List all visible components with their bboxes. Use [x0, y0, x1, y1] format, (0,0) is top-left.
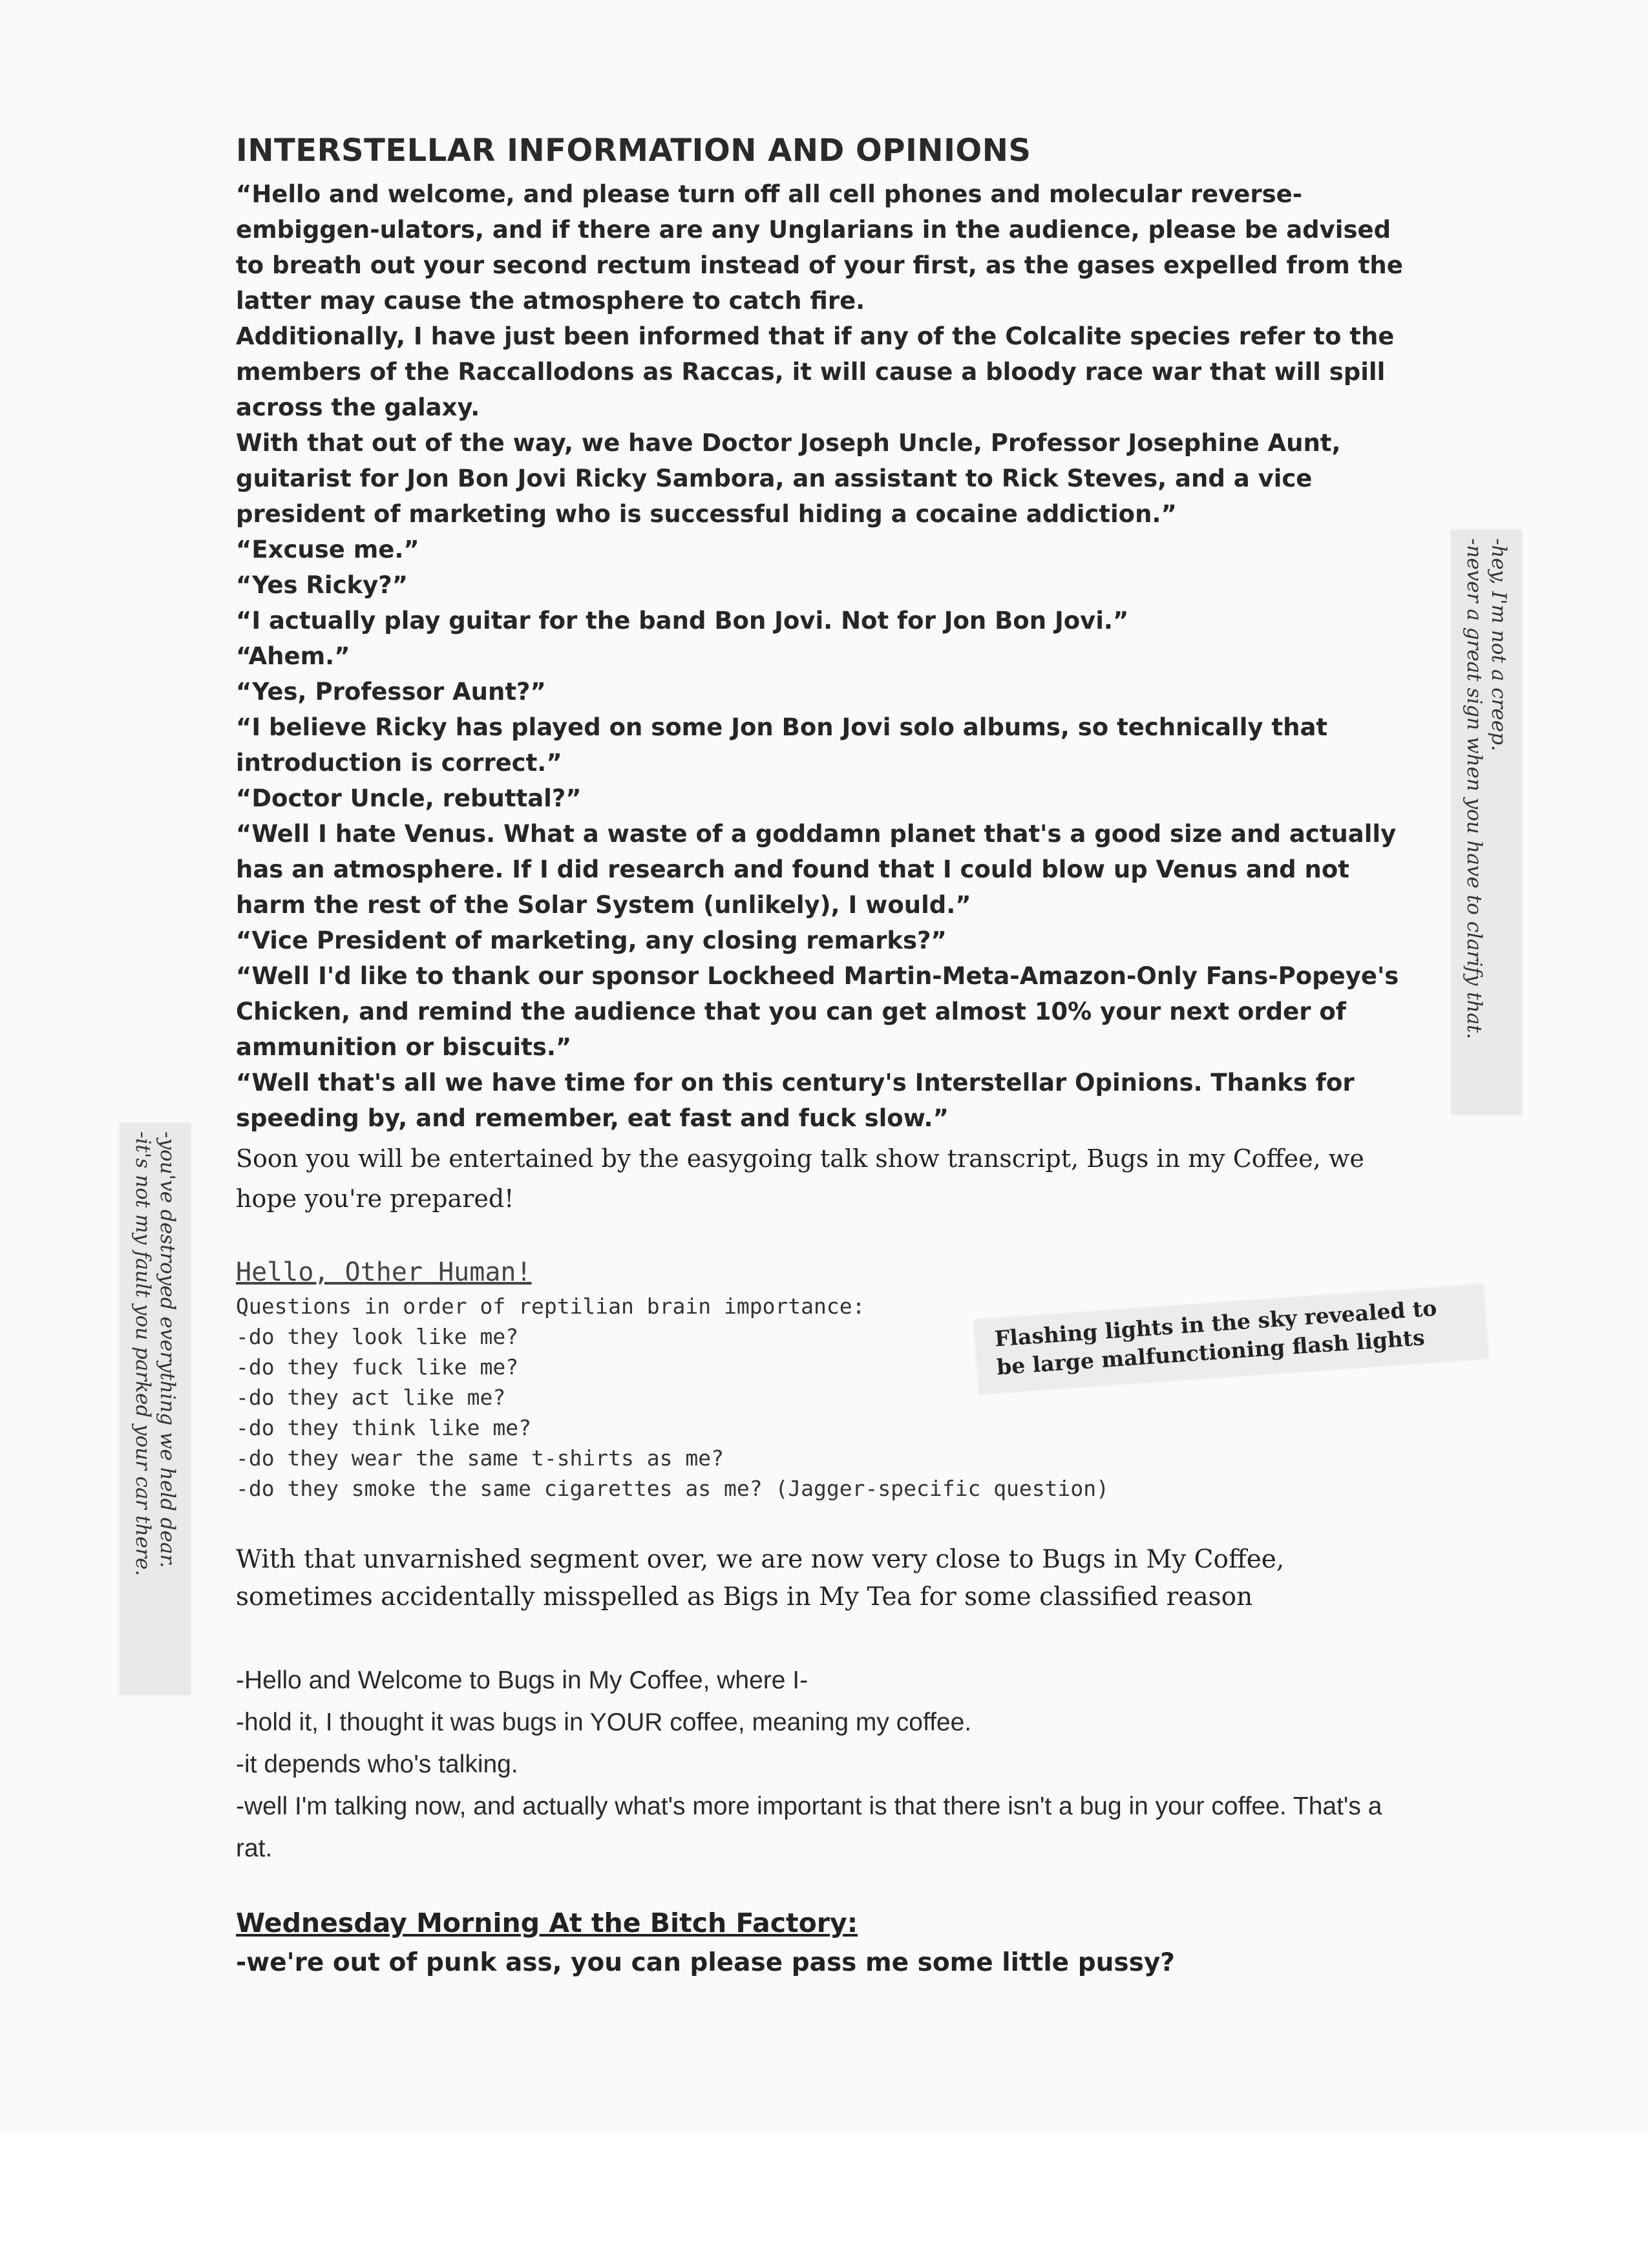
- segment-over-section: [236, 1541, 1406, 1616]
- tape-line: -it's not my fault you parked your car there.: [131, 1131, 154, 1576]
- paragraph: “Well I'd like to thank our sponsor Lockheed Martin-Meta-Amazon-Only Fans-Popeye's Chicken, and remind the audience that you can get almost 10% your next order of ammunition or biscuits.”: [236, 962, 1399, 1061]
- dialogue-line: -well I'm talking now, and actually what's more important is that there isn't a bug in your coffee. That's a rat.: [236, 1792, 1382, 1862]
- paragraph: “Well I hate Venus. What a waste of a goddamn planet that's a good size and actually has an atmosphere. If I did research and found that I could blow up Venus and not harm the rest of the Solar System (unlikely), I would.”: [236, 820, 1397, 919]
- list-item: -do they fuck like me?: [236, 1354, 519, 1380]
- list-item: -do they think like me?: [236, 1415, 531, 1440]
- dialogue-line: -hold it, I thought it was bugs in YOUR coffee, meaning my coffee.: [236, 1708, 972, 1736]
- paragraph: Additionally, I have just been informed that if any of the Colcalite species refer to the members of the Raccallodons as Raccas, it will cause a bloody race war that will spill across the galaxy.: [236, 322, 1395, 421]
- tape-line: -never a great sign when you have to clarify that.: [1463, 538, 1486, 1039]
- tape-text: [1462, 538, 1511, 1107]
- tape-note-left: [120, 1123, 191, 1695]
- paragraph: “Excuse me.”: [236, 536, 419, 563]
- section-title: INTERSTELLAR INFORMATION AND OPINIONS: [236, 132, 1031, 169]
- paragraph: “Well that's all we have time for on this century's Interstellar Opinions. Thanks for speeding by, and remember, eat fast and fuck slow.”: [236, 1069, 1355, 1132]
- intro-bugs-section: [236, 1139, 1406, 1219]
- paragraph: “Yes, Professor Aunt?”: [236, 678, 546, 706]
- hello-other-human-section: [236, 1254, 1406, 1504]
- section-title: Wednesday Morning At the Bitch Factory:: [236, 1907, 858, 1938]
- paragraph: “Yes Ricky?”: [236, 571, 408, 599]
- list-item: -do they wear the same t-shirts as me?: [236, 1445, 724, 1471]
- tape-line: -you've destroyed everything we held dear.: [156, 1131, 179, 1568]
- list-item: -do they act like me?: [236, 1385, 506, 1410]
- paragraph: With that unvarnished segment over, we are now very close to Bugs in My Coffee, sometimes accidentally misspelled as Bigs in My Tea for some classified reason: [236, 1545, 1285, 1612]
- paragraph: With that out of the way, we have Doctor Joseph Uncle, Professor Josephine Aunt, guitarist for Jon Bon Jovi Ricky Sambora, an assistant to Rick Steves, and a vice president of marketing who is successful hiding a cocaine addiction.”: [236, 429, 1341, 528]
- tape-note-right: [1451, 530, 1522, 1115]
- list-item: -do they look like me?: [236, 1324, 519, 1349]
- intro-paragraph: Soon you will be entertained by the easygoing talk show transcript, Bugs in my Coffee, we hope you're prepared!: [236, 1144, 1364, 1213]
- interstellar-section: [236, 132, 1406, 1136]
- paragraph: “I believe Ricky has played on some Jon Bon Jovi solo albums, so technically that introduction is correct.”: [236, 713, 1328, 777]
- paragraph: “Hello and welcome, and please turn off all cell phones and molecular reverse-embiggen-ulators, and if there are any Unglarians in the audience, please be advised to breath out your second rectum instead of your first, as the gases expelled from the latter may cause the atmosphere to catch fire.: [236, 180, 1403, 315]
- dialogue-line: -Hello and Welcome to Bugs in My Coffee, where I-: [236, 1666, 808, 1694]
- paper-bottom-margin: [0, 2132, 1648, 2268]
- tape-line: -hey, I'm not a creep.: [1487, 538, 1510, 751]
- tape-text: [131, 1131, 180, 1687]
- paragraph: “Ahem.”: [236, 642, 350, 670]
- paragraph: “I actually play guitar for the band Bon Jovi. Not for Jon Bon Jovi.”: [236, 607, 1129, 635]
- list-item: Questions in order of reptilian brain importance:: [236, 1294, 865, 1319]
- bugs-dialogue-section: [236, 1659, 1406, 1869]
- paragraph: “Vice President of marketing, any closing remarks?”: [236, 927, 947, 954]
- section-title: Hello, Other Human!: [236, 1257, 532, 1287]
- paragraph: “Doctor Uncle, rebuttal?”: [236, 784, 582, 812]
- bitch-factory-section: [236, 1903, 1406, 1983]
- dialogue-line: -it depends who's talking.: [236, 1750, 518, 1778]
- slip-text: Flashing lights in the sky revealed to be large malfunctioning flash lights: [993, 1295, 1438, 1380]
- list-item: -do they smoke the same cigarettes as me? (Jagger-specific question): [236, 1476, 1110, 1501]
- dialogue-line: -we're out of punk ass, you can please pass me some little pussy?: [236, 1948, 1175, 1977]
